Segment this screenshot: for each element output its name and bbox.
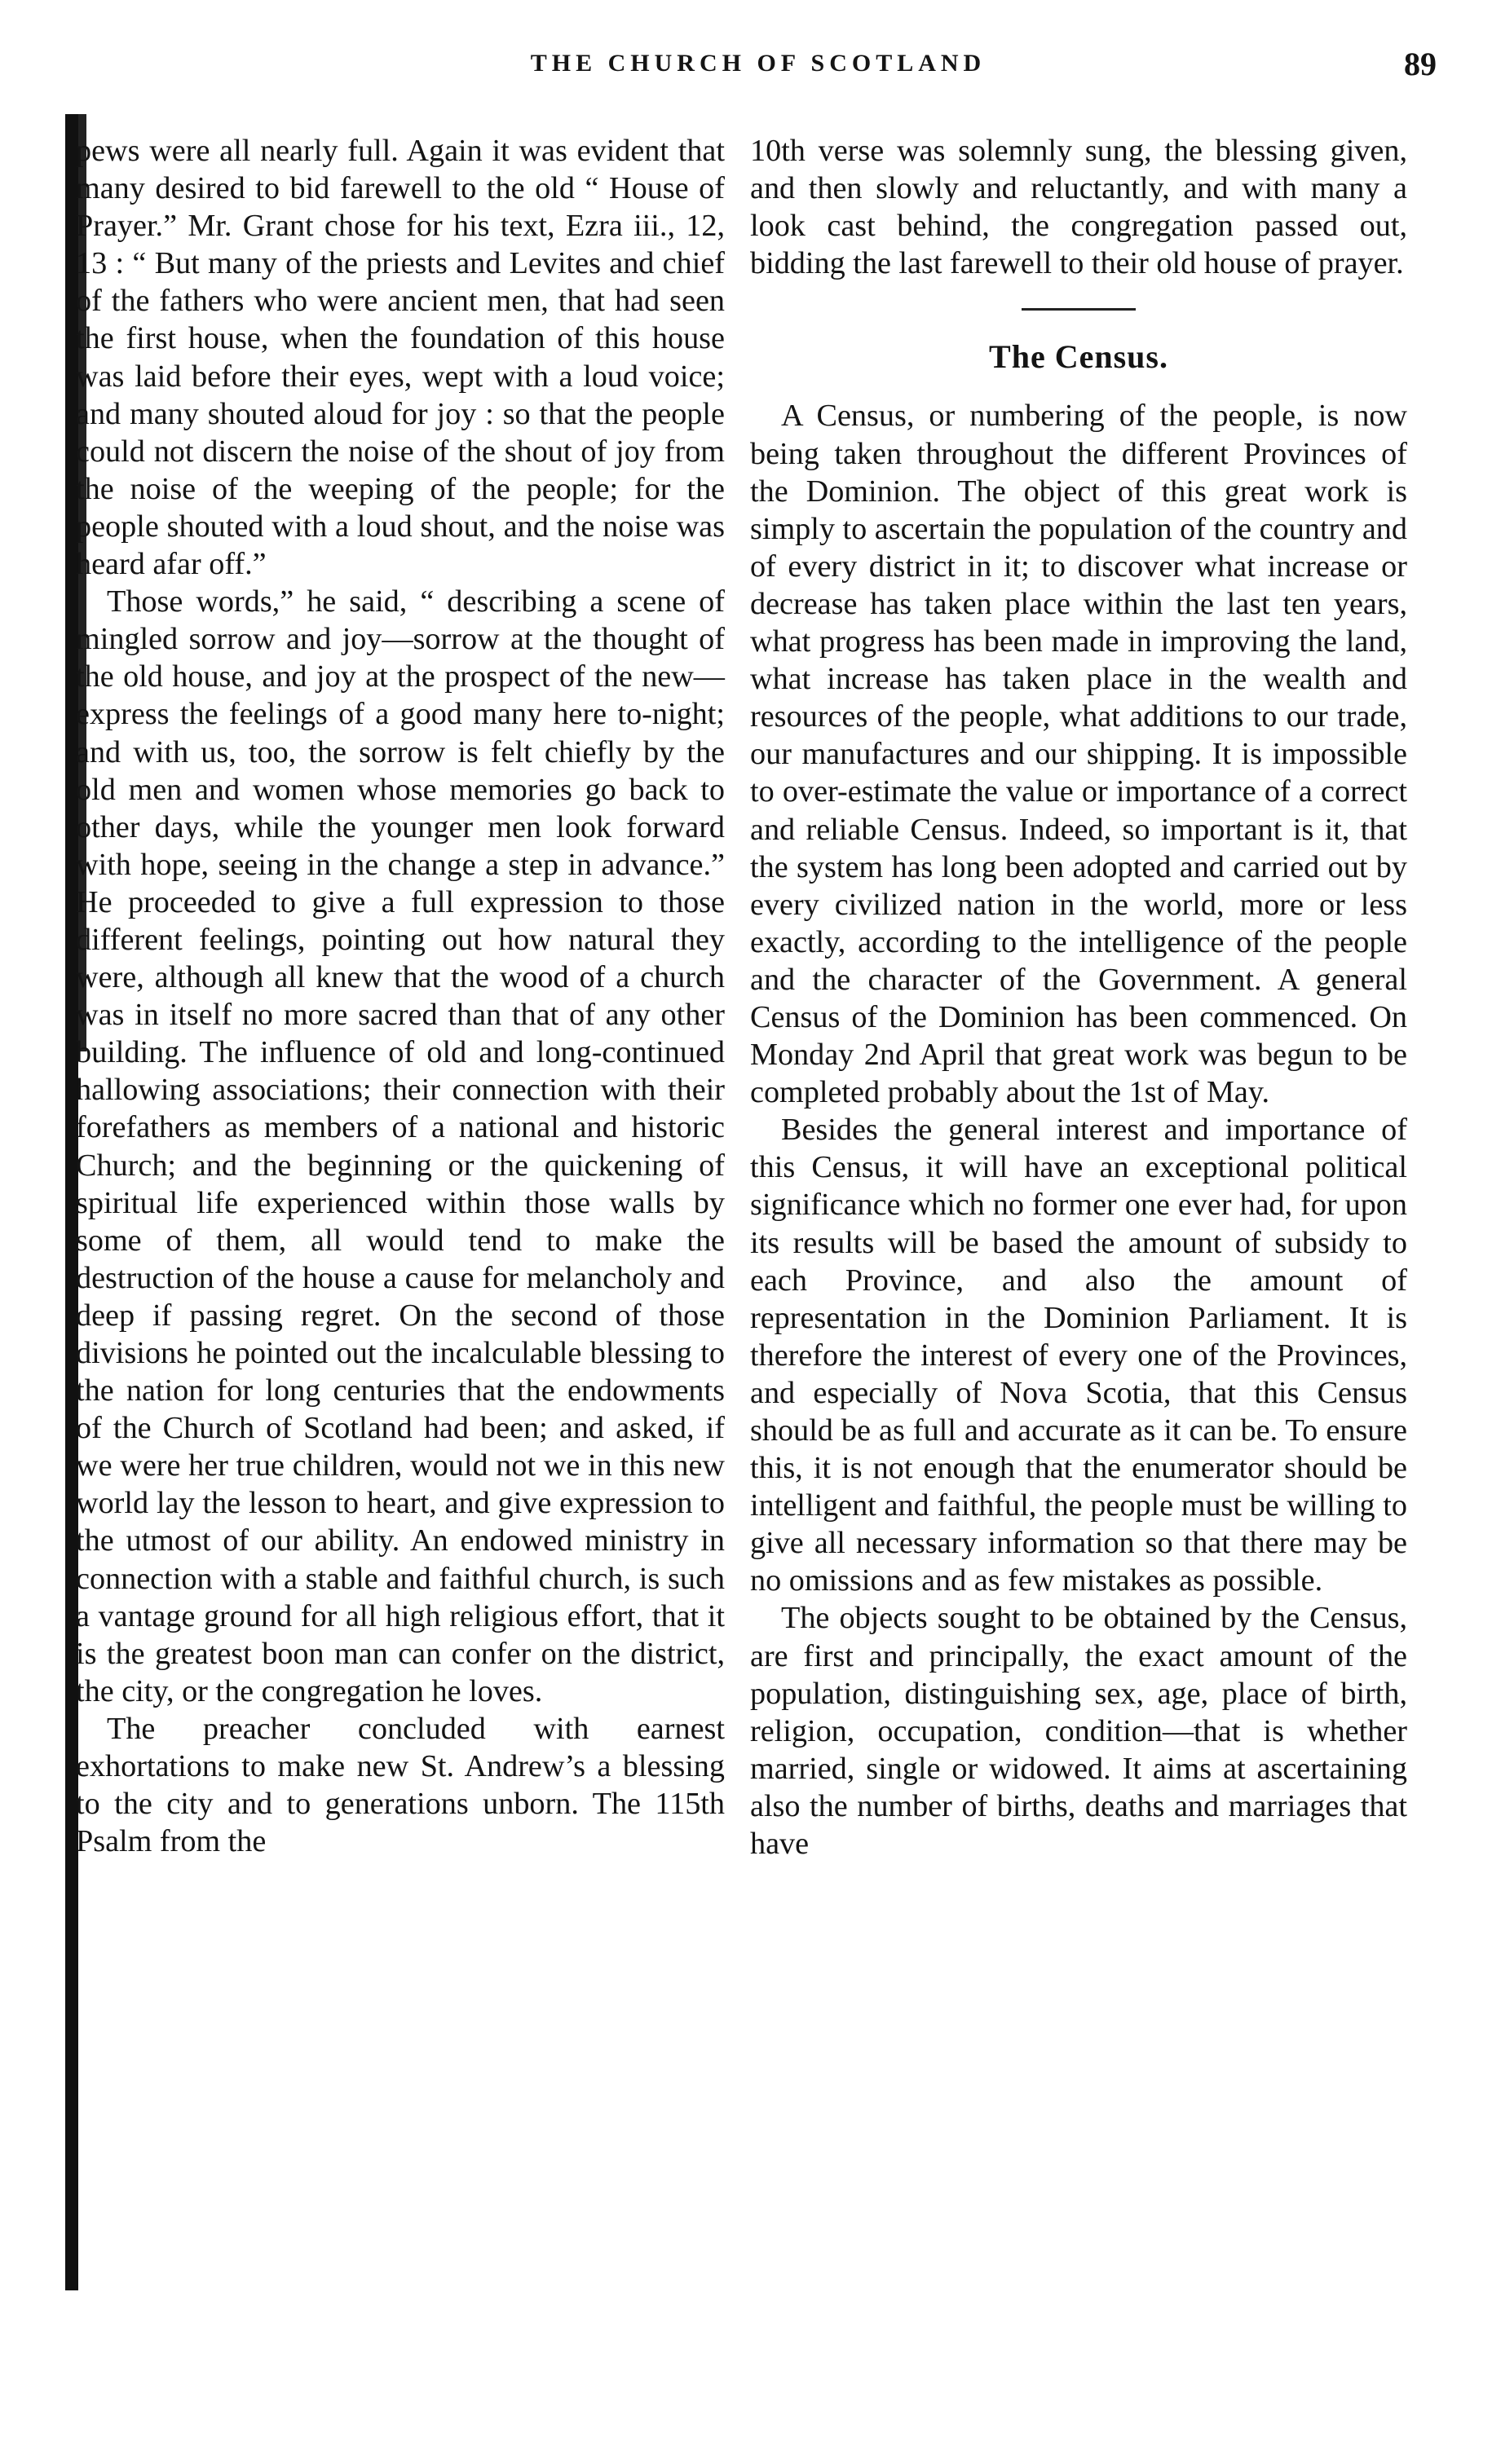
paragraph: The preacher concluded with earnest exhortations to make new St. Andrew’s a blessing to the city and to generations unborn. The 115th Psalm from the — [76, 1711, 725, 1859]
paragraph: pews were all nearly full. Again it was evident that many desired to bid farewell to the old “ House of Prayer.” Mr. Grant chose for his text, Ezra iii., 12, 13 : “ But many of the priests and Levites and chief of the fathers who were ancient men, that had seen the first house, when the foundation of this house was laid before their eyes, wept with a loud voice; and many shouted aloud for joy : so that the people could not discern the noise of the shout of joy from the noise of the weeping of the people; for the people shouted with a loud shout, and the noise was heard afar off.” — [76, 134, 725, 582]
paragraph: Those words,” he said, “ describing a scene of mingled sorrow and joy—sorrow at the thought of the old house, and joy at the prospect of the new—express the feelings of a good many here to-night; and with us, too, the sorrow is felt chiefly by the old men and women whose memories go back to other days, while the younger men look forward with hope, seeing in the change a step in advance.” He proceeded to give a full expression to those different feelings, pointing out how natural they were, although all knew that the wood of a church was in itself no more sacred than that of any other building. The influence of old and long-continued hallowing associations; their connection with their forefathers as members of a national and historic Church; and the beginning or the quickening of spiritual life experienced within those walls by some of them, all would tend to make the destruction of the house a cause for melancholy and deep if passing regret. On the second of those divisions he pointed out the incalculable blessing to the nation for long centuries that the endowments of the Church of Scotland had been; and asked, if we were her true children, would not we in this new world lay the lesson to heart, and give expression to the utmost of our ability. An endowed ministry in connection with a stable and faithful church, is such a vantage ground for all high religious effort, that it is the greatest boon man can confer on the district, the city, or the congregation he loves. — [76, 584, 725, 1708]
section-heading: The Census. — [989, 338, 1168, 376]
left-column — [76, 132, 725, 1860]
paragraph-continuation: 10th verse was solemnly sung, the blessing given, and then slowly and reluctantly, and with many a look cast behind, the congregation passed out, bidding the last farewell to their old house of prayer. — [750, 134, 1407, 281]
right-column — [750, 132, 1407, 1862]
section-divider — [1022, 308, 1136, 311]
paragraph: A Census, or numbering of the people, is now being taken throughout the different Provinces of the Dominion. The object of this great work is simply to ascertain the population of the country and of every district in it; to discover what increase or decrease has taken place within the last ten years, what progress has been made in improving the land, what increase has taken place in the wealth and resources of the people, what additions to our trade, our manufactures and our shipping. It is impossible to over-estimate the value or importance of a correct and reliable Census. Indeed, so important is it, that the system has long been adopted and carried out by every civilized nation in the world, more or less exactly, according to the intelligence of the people and the character of the Government. A general Census of the Dominion has been commenced. On Monday 2nd April that great work was begun to be completed probably about the 1st of May. — [750, 399, 1407, 1110]
running-head: THE CHURCH OF SCOTLAND — [530, 50, 987, 77]
paragraph: Besides the general interest and importance of this Census, it will have an exceptional political significance which no former one ever had, for upon its results will be based the amount of subsidy to each Province, and also the amount of representation in the Dominion Parliament. It is therefore the interest of every one of the Provinces, and especially of Nova Scotia, that this Census should be as full and accurate as it can be. To ensure this, it is not enough that the enumerator should be intelligent and faithful, the people must be willing to give all necessary information so that there may be no omissions and as few mistakes as possible. — [750, 1113, 1407, 1598]
page-number: 89 — [1404, 46, 1437, 82]
page-header — [73, 45, 1443, 102]
paragraph: The objects sought to be obtained by the Census, are first and principally, the exact amount of the population, distinguishing sex, age, place of birth, religion, occupation, condition—that is whether married, single or widowed. It aims at ascertaining also the number of births, deaths and marriages that have — [750, 1601, 1407, 1862]
